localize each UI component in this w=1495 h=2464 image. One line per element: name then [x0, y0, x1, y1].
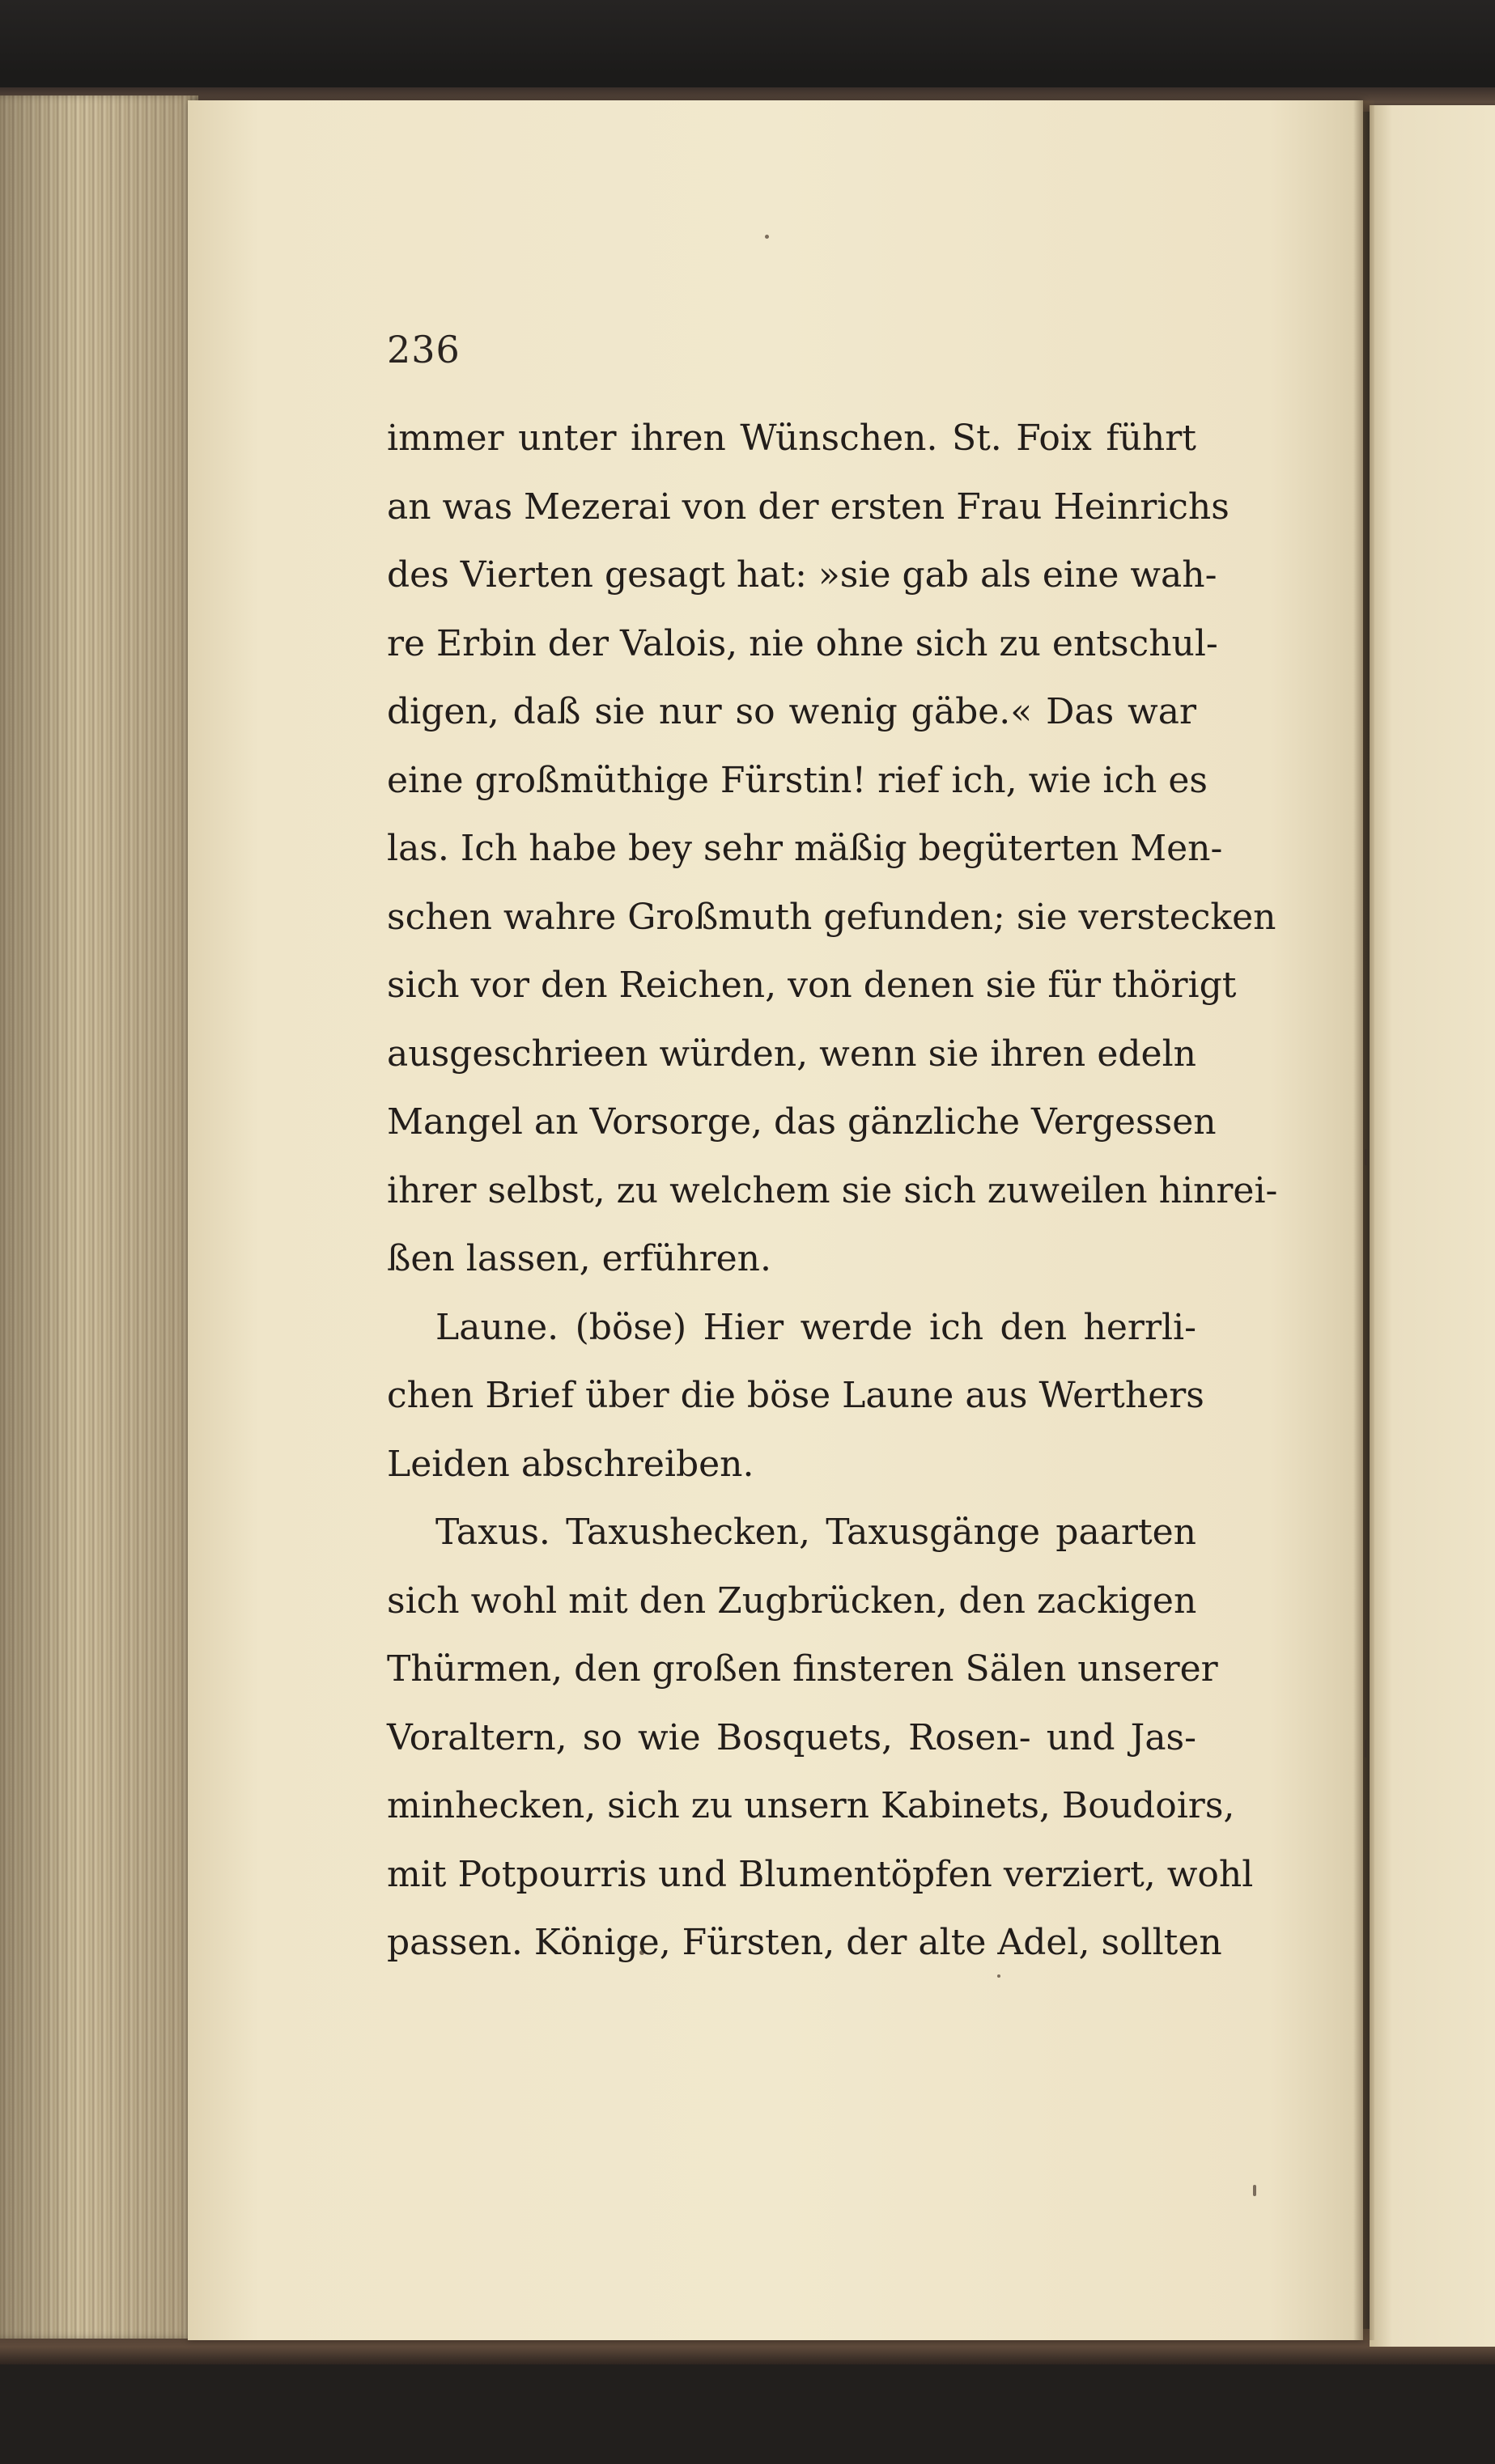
body-text — [387, 405, 1278, 1978]
text-line: Leiden abschreiben. — [387, 1443, 754, 1485]
text-line-entry-laune: Laune. (böse) Hier werde ich den herrli- — [435, 1306, 1196, 1348]
text-line: chen Brief über die böse Laune aus Werthers — [387, 1375, 1204, 1416]
text-line: ausgeschrieen würden, wenn sie ihren edeln — [387, 1033, 1196, 1075]
text-line: immer unter ihren Wünschen. St. Foix führt — [387, 418, 1196, 459]
text-line: las. Ich habe bey sehr mäßig begüterten Men- — [387, 828, 1223, 869]
text-line: mit Potpourris und Blumentöpfen verziert, wohl — [387, 1853, 1254, 1895]
text-line: Mangel an Vorsorge, das gänzliche Vergessen — [387, 1101, 1217, 1143]
text-line: digen, daß sie nur so wenig gäbe.« Das war — [387, 691, 1196, 732]
text-line: sich wohl mit den Zugbrücken, den zackigen — [387, 1580, 1197, 1622]
page-gutter — [1353, 100, 1374, 2340]
text-line-entry-taxus: Taxus. Taxushecken, Taxusgänge paarten — [435, 1512, 1196, 1553]
text-line: eine großmüthige Fürstin! rief ich, wie ich es — [387, 759, 1208, 801]
text-line: Thürmen, den großen finsteren Sälen unserer — [387, 1648, 1218, 1690]
paper-speck — [1253, 2185, 1256, 2196]
text-line: an was Mezerai von der ersten Frau Heinrichs — [387, 486, 1230, 528]
page-number: 236 — [387, 328, 461, 371]
paper-mark — [1365, 1149, 1367, 1165]
paper-mark — [1365, 1740, 1367, 1758]
text-line: schen wahre Großmuth gefunden; sie verstecken — [387, 896, 1276, 938]
text-line: re Erbin der Valois, nie ohne sich zu entschul- — [387, 622, 1218, 664]
text-line: minhecken, sich zu unsern Kabinets, Boudoirs, — [387, 1785, 1235, 1826]
facing-page — [1370, 105, 1495, 2347]
text-line: sich vor den Reichen, von denen sie für thörigt — [387, 965, 1237, 1006]
text-line: passen. Könige, Fürsten, der alte Adel, sollten — [387, 1922, 1222, 1963]
text-line: ßen lassen, erführen. — [387, 1238, 771, 1279]
text-line: ihrer selbst, zu welchem sie sich zuweilen hinrei- — [387, 1169, 1278, 1211]
paper-speck — [765, 235, 769, 239]
text-line: Voraltern, so wie Bosquets, Rosen- und Jas- — [387, 1716, 1196, 1758]
page-stack-fore-edge — [0, 95, 198, 2339]
text-line: des Vierten gesagt hat: »sie gab als eine wah- — [387, 554, 1217, 596]
